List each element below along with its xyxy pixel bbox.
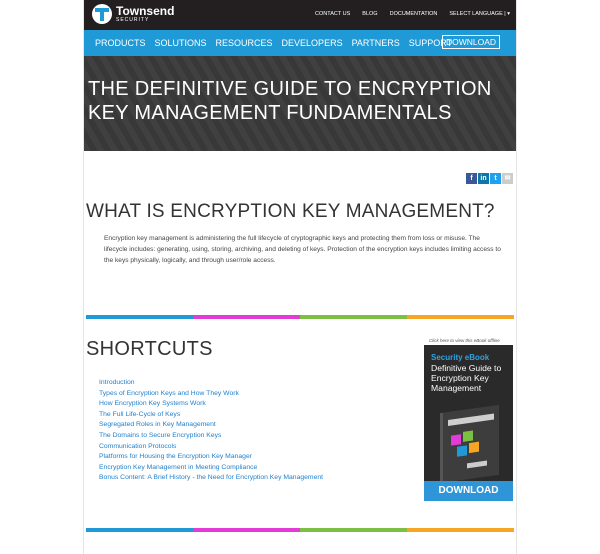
contact-us-link[interactable]: CONTACT US xyxy=(315,11,351,17)
shortcut-link[interactable]: Introduction xyxy=(99,379,135,386)
facebook-share-icon[interactable]: f xyxy=(466,173,477,184)
shortcut-link[interactable]: The Domains to Secure Encryption Keys xyxy=(99,431,222,439)
divider-blue xyxy=(86,315,193,319)
ebook-label: Security eBook xyxy=(431,353,490,362)
left-margin xyxy=(0,0,83,554)
color-divider xyxy=(86,315,514,319)
book-sq3 xyxy=(457,445,467,456)
brand-name: Townsend xyxy=(116,4,175,18)
right-margin xyxy=(517,0,600,554)
book-sq4 xyxy=(469,442,479,453)
select-language-dropdown[interactable]: SELECT LANGUAGE | ▾ xyxy=(449,11,510,17)
divider-orange xyxy=(407,315,514,319)
color-divider-bottom xyxy=(86,528,514,532)
shortcut-link[interactable]: Encryption Key Management in Meeting Compliance xyxy=(99,463,258,471)
main-nav xyxy=(84,30,516,56)
ebook-cover-image xyxy=(440,405,499,483)
share-buttons xyxy=(466,173,513,184)
book-sq2 xyxy=(463,431,473,442)
divider-green xyxy=(300,315,407,319)
hero-banner xyxy=(84,56,516,151)
nav-item-developers[interactable]: DEVELOPERS xyxy=(281,38,343,48)
logo-icon xyxy=(92,4,112,24)
email-share-icon[interactable]: ✉ xyxy=(502,173,513,184)
nav-item-solutions[interactable]: SOLUTIONS xyxy=(154,38,207,48)
divider-orange xyxy=(407,528,514,532)
logo-text xyxy=(116,5,174,23)
ebook-download-button[interactable]: DOWNLOAD xyxy=(424,481,513,501)
download-button[interactable]: DOWNLOAD xyxy=(442,35,500,49)
shortcut-link[interactable]: Segregated Roles in Key Management xyxy=(99,421,216,429)
shortcuts-list xyxy=(99,378,323,484)
divider-magenta xyxy=(193,528,300,532)
linkedin-share-icon[interactable]: in xyxy=(478,173,489,184)
book-logo xyxy=(467,461,487,469)
book-txt xyxy=(448,414,494,426)
townsend-logo[interactable] xyxy=(92,4,174,24)
nav-item-resources[interactable]: RESOURCES xyxy=(215,38,273,48)
nav-items xyxy=(95,38,452,48)
shortcut-link[interactable]: Types of Encryption Keys and How They Work xyxy=(99,389,239,397)
shortcut-link[interactable]: Platforms for Housing the Encryption Key Manager xyxy=(99,453,253,461)
ebook-download-card[interactable] xyxy=(424,345,513,501)
book-sq1 xyxy=(451,434,461,445)
shortcut-link[interactable]: The Full Life-Cycle of Keys xyxy=(99,410,181,418)
section-heading: WHAT IS ENCRYPTION KEY MANAGEMENT? xyxy=(86,201,495,222)
ebook-title: Definitive Guide to Encryption Key Management xyxy=(431,363,502,393)
divider-green xyxy=(300,528,407,532)
shortcuts-heading: SHORTCUTS xyxy=(86,338,213,360)
page-title: THE DEFINITIVE GUIDE TO ENCRYPTION KEY MANAGEMENT FUNDAMENTALS xyxy=(88,78,492,124)
nav-item-support[interactable]: SUPPORT xyxy=(408,38,453,48)
utility-links xyxy=(315,11,510,17)
page-container xyxy=(83,0,517,554)
divider-magenta xyxy=(193,315,300,319)
top-bar xyxy=(84,0,516,30)
shortcut-link[interactable]: How Encryption Key Systems Work xyxy=(99,400,206,408)
twitter-share-icon[interactable]: t xyxy=(490,173,501,184)
ebook-caption: Click here to view this eBook offline xyxy=(429,338,500,343)
shortcut-link[interactable]: Bonus Content: A Brief History - the Need for Encryption Key Management xyxy=(99,474,324,482)
documentation-link[interactable]: DOCUMENTATION xyxy=(389,11,438,17)
intro-paragraph: Encryption key management is administering the full lifecycle of cryptographic keys and protecting them from loss or misuse. The lifecycle includes: generating, using, storing, archiving, and deleting of keys. Protection of the encryption keys includes limiting access to the keys physically, logically, and through user/role access. xyxy=(104,235,501,264)
brand-tagline: SECURITY xyxy=(116,17,150,23)
blog-link[interactable]: BLOG xyxy=(362,11,378,17)
nav-item-partners[interactable]: PARTNERS xyxy=(351,38,400,48)
nav-item-products[interactable]: PRODUCTS xyxy=(95,38,146,48)
divider-blue xyxy=(86,528,193,532)
shortcut-link[interactable]: Communication Protocols xyxy=(99,442,177,450)
